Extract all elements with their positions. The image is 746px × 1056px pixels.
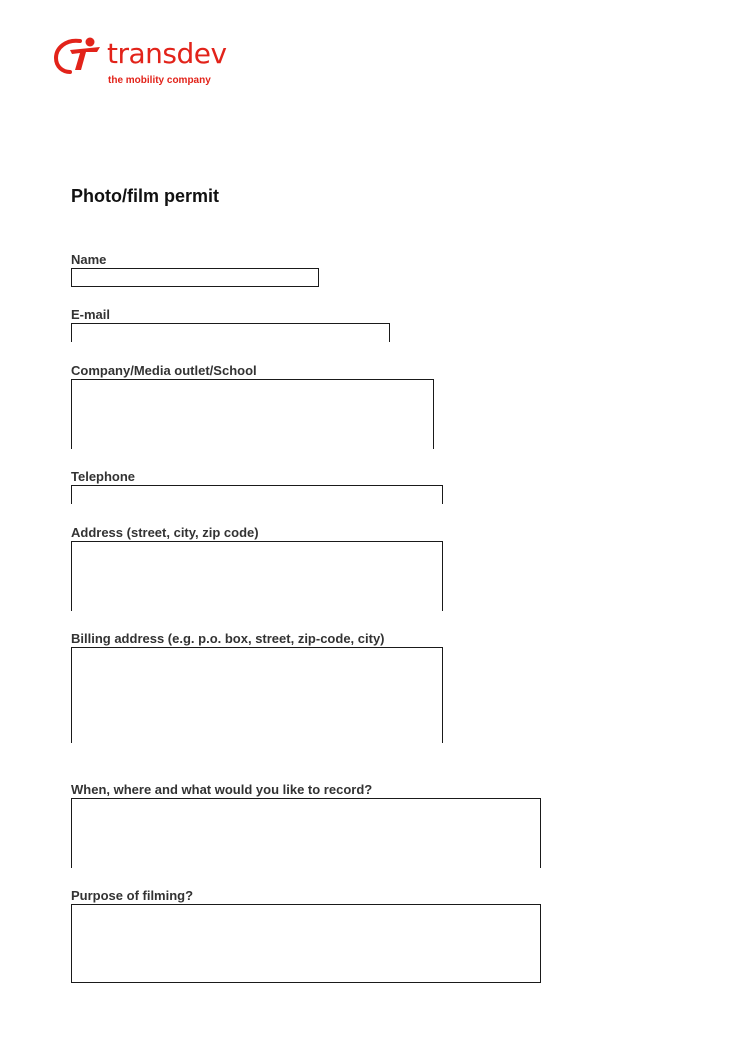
company-input[interactable] [71,379,434,449]
email-input[interactable] [71,323,390,342]
email-label: E-mail [71,307,111,322]
transdev-logo [50,36,240,92]
name-label: Name [71,252,107,267]
runner-icon [50,36,106,76]
telephone-label: Telephone [71,469,136,484]
billing-address-input[interactable] [71,647,443,743]
name-input[interactable] [71,268,319,287]
telephone-input[interactable] [71,485,443,504]
address-label: Address (street, city, zip code) [71,525,259,540]
purpose-label: Purpose of filming? [71,888,194,903]
address-input[interactable] [71,541,443,611]
brand-tagline: the mobility company [108,75,211,86]
brand-name: transdev [107,37,227,70]
purpose-input[interactable] [71,904,541,983]
recording-details-label: When, where and what would you like to record? [71,782,373,797]
page-title: Photo/film permit [71,186,219,206]
billing-address-label: Billing address (e.g. p.o. box, street, zip-code, city) [71,631,385,646]
recording-details-input[interactable] [71,798,541,868]
company-label: Company/Media outlet/School [71,363,257,378]
